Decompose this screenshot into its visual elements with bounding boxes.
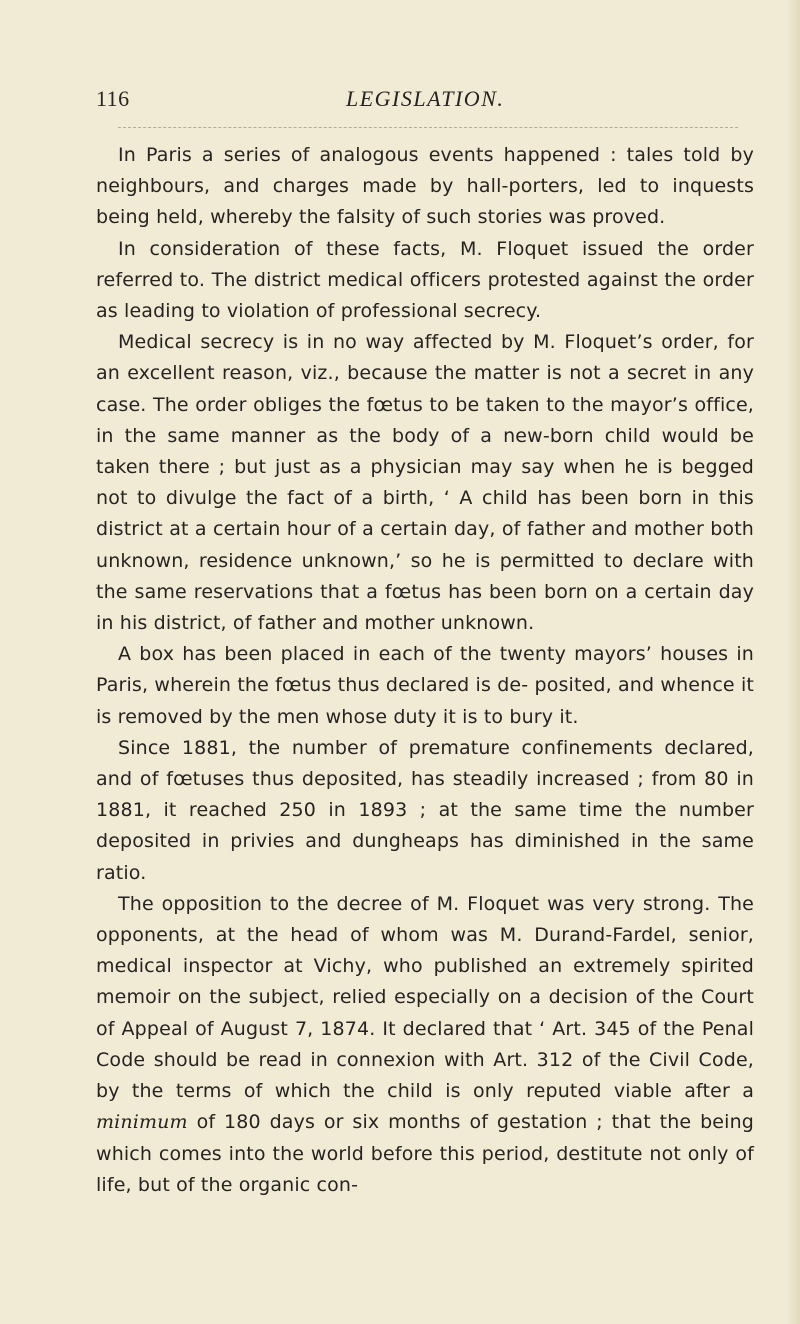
emphasis-minimum: minimum bbox=[96, 1111, 188, 1134]
paragraph-medical-secrecy: Medical secrecy is in no way affected by M. Floquet’s order, for an excellent reason, viz., because the matter is not a secret in any case. The order obliges the fœtus to be taken to the mayor’s office, in the same manner as the body of a new-born child would be taken there ; but just as a physician may say when he is begged not to divulge the fact of a birth, ‘ A child has been born in this district at a certain hour of a certain day, of father and mother both unknown, residence unknown,’ so he is permitted to declare with the same reservations that a fœtus has been born on a certain day in his district, of father and mother unknown. bbox=[96, 331, 754, 635]
opposition-text-before: The opposition to the decree of M. Floquet was very strong. The opponents, at the head of whom was M. Durand-Fardel, senior, medical inspector at Vichy, who published an extremely spirited memoir on the subject, relied especially on a decision of the Court of Appeal of August 7, 1874. It declared that ‘ Art. 345 of the Penal Code should be read in connexion with Art. 312 of the Civil Code, by the terms of which the child is only reputed viable after a bbox=[96, 892, 754, 1103]
paragraph-floquet-order: In consideration of these facts, M. Floquet issued the order referred to. The district medical officers protested against the order as leading to violation of professional secrecy. bbox=[96, 237, 754, 323]
running-title: LEGISLATION. bbox=[346, 86, 505, 111]
opposition-text-after: of 180 days or six months of gestation ; that the being which comes into the world before this period, destitute not only of life, but of the organic con- bbox=[96, 1111, 754, 1196]
page-number: 116 bbox=[96, 86, 130, 111]
paragraph-paris-events: In Paris a series of analogous events happened : tales told by neighbours, and charges made by hall-porters, led to inquests being held, whereby the falsity of such stories was proved. bbox=[96, 144, 754, 229]
body-text bbox=[96, 140, 754, 1201]
paragraph-statistics: Since 1881, the number of premature confinements declared, and of fœtuses thus deposited, has steadily increased ; from 80 in 1881, it reached 250 in 1893 ; at the same time the number deposited in privies and dungheaps has diminished in the same ratio. bbox=[96, 736, 754, 884]
running-head bbox=[96, 86, 746, 116]
header-rule bbox=[118, 127, 738, 128]
paragraph-opposition bbox=[96, 889, 754, 1201]
page-edge-shadow bbox=[786, 0, 800, 1324]
paragraph-mayors-box: A box has been placed in each of the twenty mayors’ houses in Paris, wherein the fœtus thus declared is de- posited, and whence it is removed by the men whose duty it is to bury it. bbox=[96, 643, 754, 728]
